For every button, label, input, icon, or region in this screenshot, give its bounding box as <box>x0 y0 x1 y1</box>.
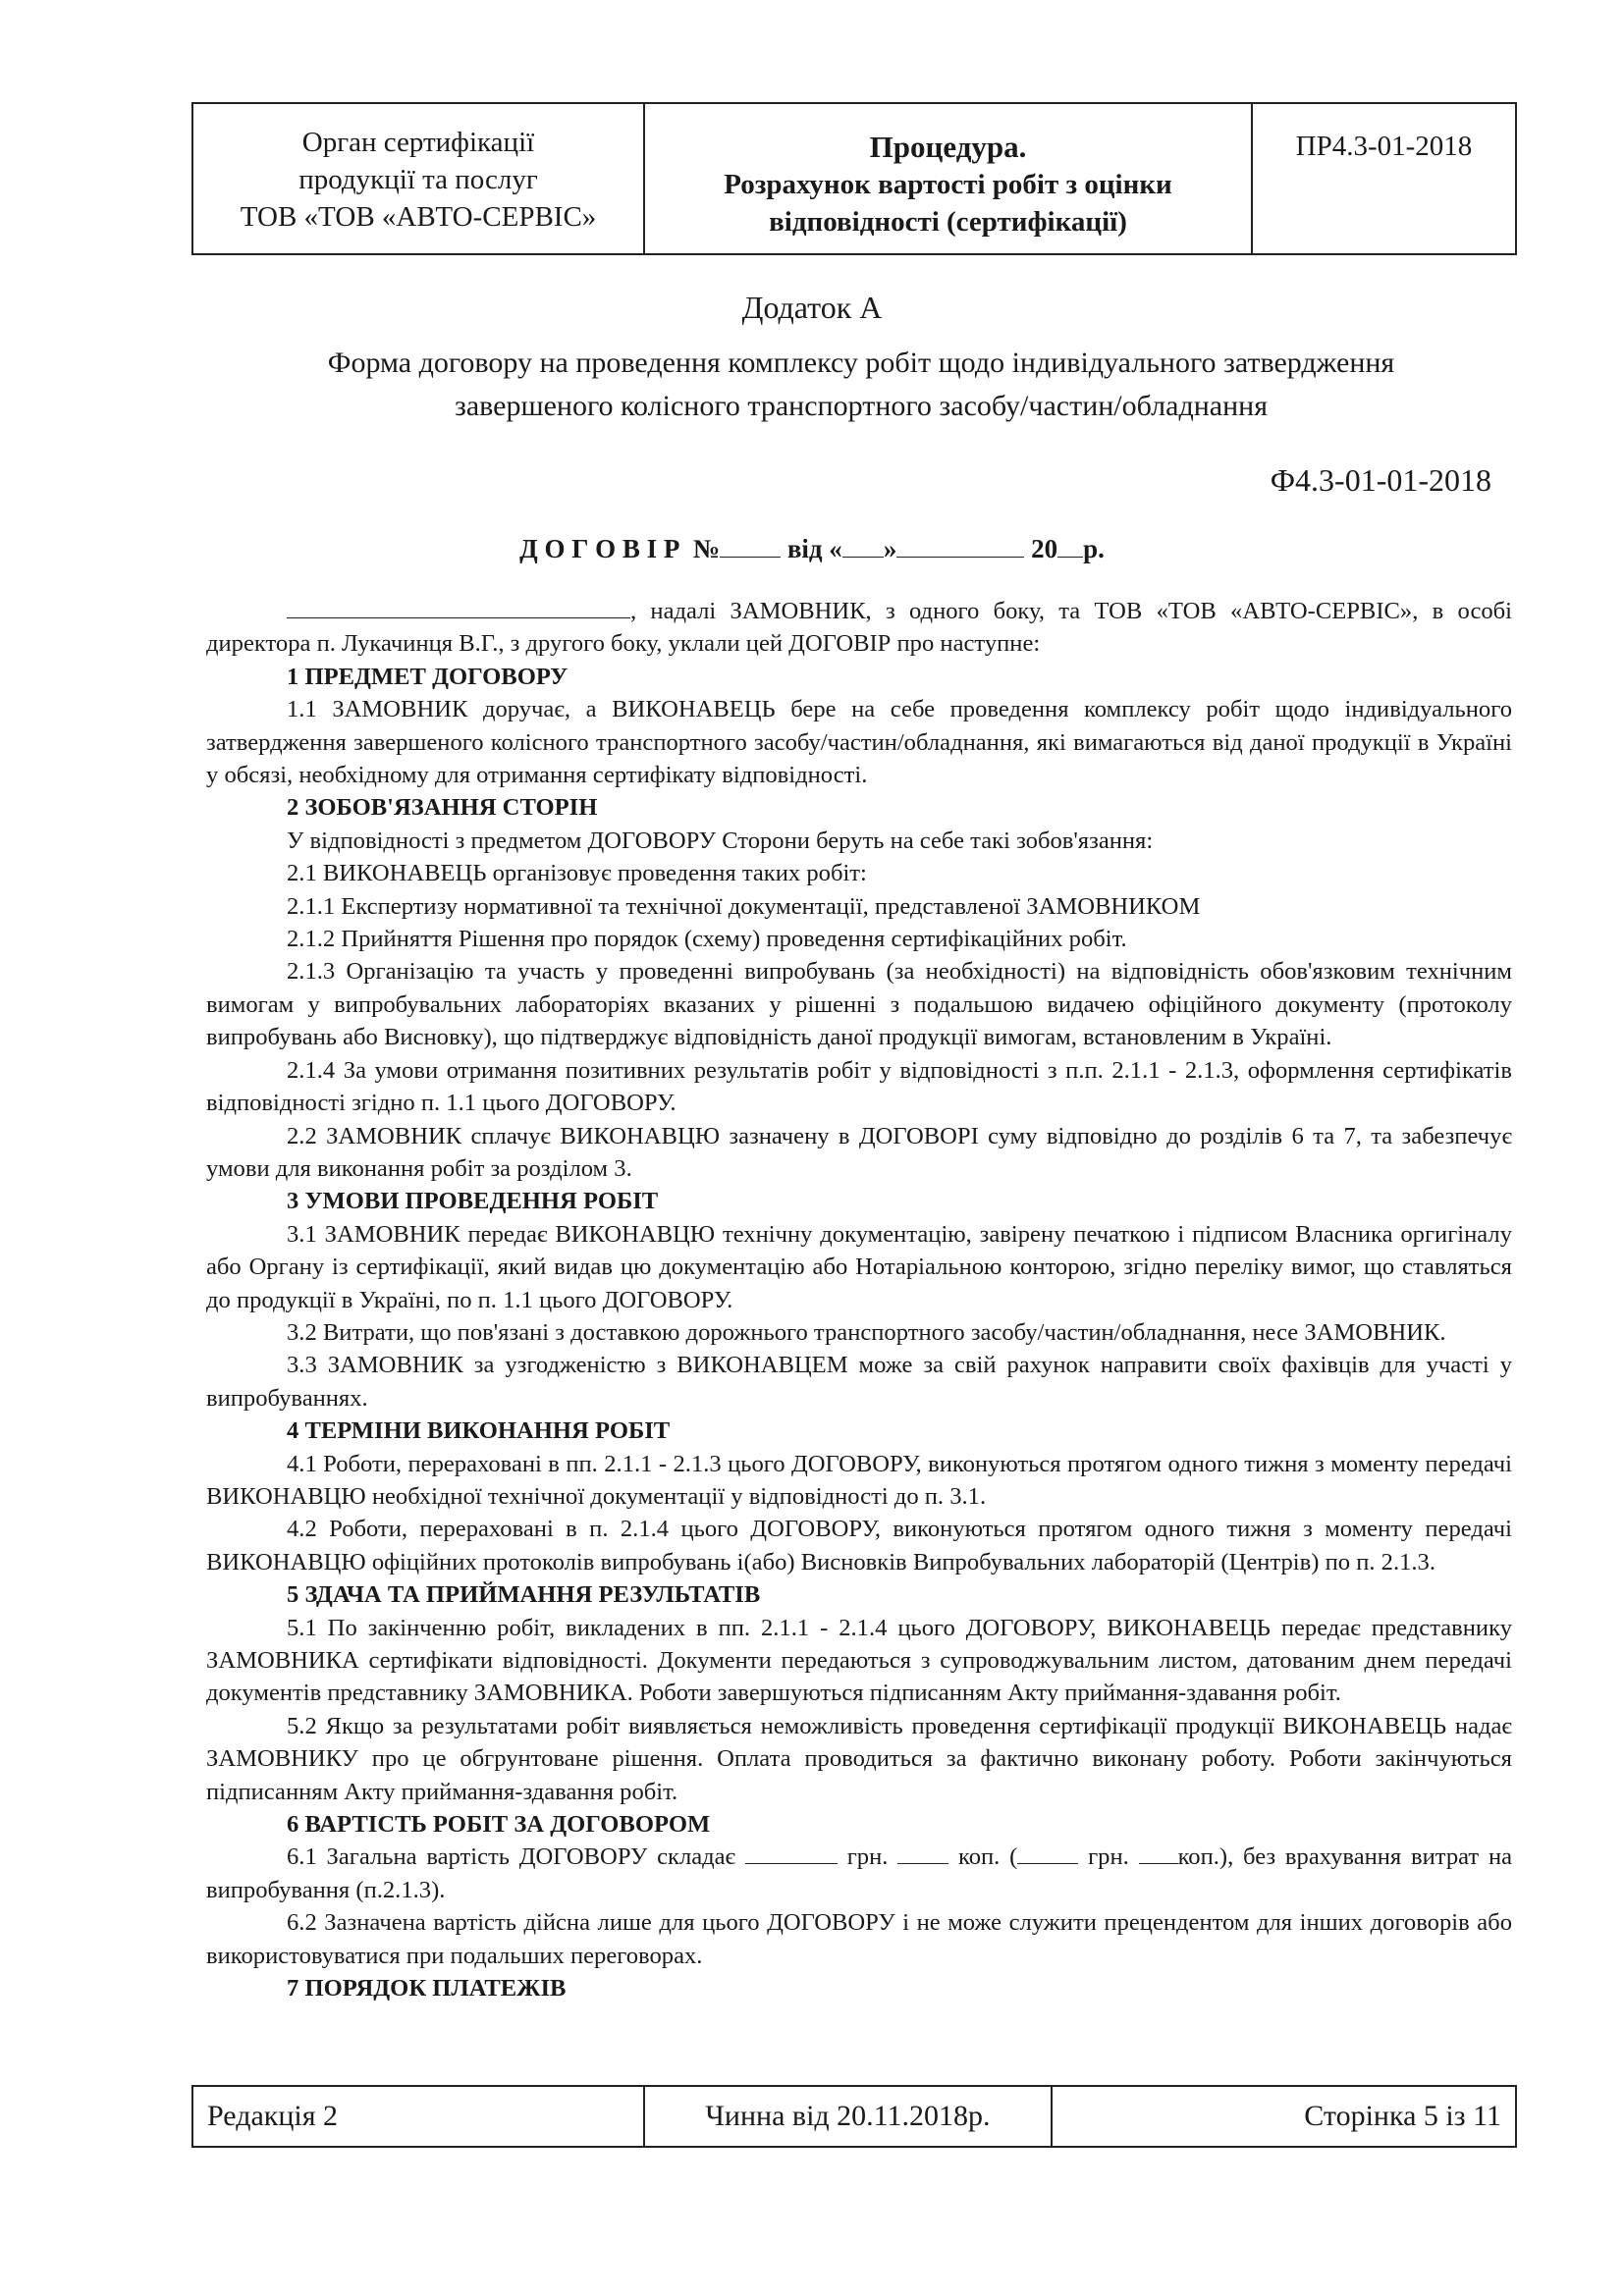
paragraph-2-1-3: 2.1.3 Організацію та участь у проведенні випробувань (за необхідності) на відповідність обов'язковим технічним вимогам у випробувальних лабораторіях вказаних у рішенні з подальшою видачею офіційного документу (протоколу випробувань або Висновку), що підтверджує відповідність даної продукції вимогам, встановленим в Україні. <box>206 958 1512 1051</box>
form-title-line: завершеного колісного транспортного засобу/частин/обладнання <box>455 390 1268 422</box>
footer-edition: Редакція 2 <box>193 2087 645 2146</box>
paragraph-1-1: 1.1 ЗАМОВНИК доручає, а ВИКОНАВЕЦЬ бере на себе проведення комплексу робіт щодо індивідуального затвердження завершеного колісного транспортного засобу/частин/обладнання, які вимагаються від даної продукції в Україні у обсязі, необхідному для отримання сертифікату відповідності. <box>206 696 1512 789</box>
footer-valid-from: Чинна від 20.11.2018р. <box>645 2087 1053 2146</box>
section-4-title: 4 ТЕРМІНИ ВИКОНАННЯ РОБІТ <box>287 1417 671 1445</box>
section-5-title: 5 ЗДАЧА ТА ПРИЙМАННЯ РЕЗУЛЬТАТІВ <box>287 1581 761 1609</box>
header-org-line: Орган сертифікації <box>301 127 535 158</box>
section-7-title: 7 ПОРЯДОК ПЛАТЕЖІВ <box>287 1975 567 2002</box>
contract-month-blank <box>896 535 1024 558</box>
section-3-title: 3 УМОВИ ПРОВЕДЕННЯ РОБІТ <box>287 1188 659 1215</box>
section-1-title: 1 ПРЕДМЕТ ДОГОВОРУ <box>287 663 568 690</box>
paragraph-5-2: 5.2 Якщо за результатами робіт виявляється неможливість проведення сертифікації продукції ВИКОНАВЕЦЬ надає ЗАМОВНИКУ про це обгрунтоване рішення. Оплата проводиться за фактично виконану роботу. Роботи закінчуються підписанням Акту приймання-здавання робіт. <box>206 1712 1512 1805</box>
paragraph-2-0: У відповідності з предметом ДОГОВОРУ Сторони беруть на себе такі зобов'язання: <box>287 827 1154 854</box>
header-org-line: продукції та послуг <box>298 164 538 195</box>
paragraph-2-1-1: 2.1.1 Експертизу нормативної та технічної документації, представленої ЗАМОВНИКОМ <box>287 892 1201 920</box>
paragraph-3-2: 3.2 Витрати, що пов'язані з доставкою дорожнього транспортного засобу/частин/обладнання, несе ЗАМОВНИК. <box>287 1318 1446 1346</box>
paragraph-2-1-4: 2.1.4 За умови отримання позитивних результатів робіт у відповідності з п.п. 2.1.1 - 2.1.3, оформлення сертифікатів відповідності згідно п. 1.1 цього ДОГОВОРУ. <box>206 1056 1512 1117</box>
price-kop-blank <box>897 1842 948 1864</box>
header-procedure-line: Розрахунок вартості робіт з оцінки <box>724 169 1172 200</box>
contract-word: Д О Г О В І Р № <box>519 534 721 563</box>
form-code: Ф4.3-01-01-2018 <box>1270 462 1491 498</box>
header-procedure-title: Процедура. <box>869 130 1027 164</box>
paragraph-2-2: 2.2 ЗАМОВНИК сплачує ВИКОНАВЦЮ зазначену в ДОГОВОРІ суму відповідно до розділів 6 та 7, та забезпечує умови для виконання робіт за розділом 3. <box>206 1122 1512 1182</box>
price-uah-blank <box>745 1842 838 1864</box>
section-6-title: 6 ВАРТІСТЬ РОБІТ ЗА ДОГОВОРОМ <box>287 1811 711 1839</box>
form-title <box>196 342 1526 428</box>
intro-paragraph: , надалі ЗАМОВНИК, з одного боку, та ТОВ «ТОВ «АВТО-СЕРВІС», в особі директора п. Лукачинця В.Г., з другого боку, уклали цей ДОГОВІР про наступне: <box>206 598 1512 658</box>
contract-year-suffix: р. <box>1083 534 1105 563</box>
document-header-table <box>191 102 1517 255</box>
paragraph-6-2: 6.2 Зазначена вартість дійсна лише для цього ДОГОВОРУ і не може служити прецендентом для інших договорів або використовуватися при подальших переговорах. <box>206 1909 1512 1969</box>
header-organization <box>193 104 645 253</box>
contract-year: 20 <box>1031 534 1058 563</box>
paragraph-2-1-2: 2.1.2 Прийняття Рішення про порядок (схему) проведення сертифікаційних робіт. <box>287 926 1127 953</box>
paragraph-4-2: 4.2 Роботи, перераховані в п. 2.1.4 цього ДОГОВОРУ, виконуються протягом одного тижня з моменту передачі ВИКОНАВЦЮ офіційних протоколів випробувань і(або) Висновків Випробувальних лабораторій (Центрів) по п. 2.1.3. <box>206 1516 1512 1575</box>
contract-body <box>206 595 1512 2004</box>
paragraph-3-3: 3.3 ЗАМОВНИК за узгодженістю з ВИКОНАВЦЕМ може за свій рахунок направити своїх фахівців для участі у випробуваннях. <box>206 1352 1512 1412</box>
header-document-code: ПР4.3-01-2018 <box>1295 131 1473 162</box>
paragraph-5-1: 5.1 По закінченню робіт, викладених в пп. 2.1.1 - 2.1.4 цього ДОГОВОРУ, ВИКОНАВЕЦЬ передає представнику ЗАМОВНИКА сертифікати відповідності. Документи передаються з супроводжувальним листом, датованим днем передачі документів представнику ЗАМОВНИКА. Роботи завершуються підписанням Акту приймання-здавання робіт. <box>206 1614 1512 1707</box>
contract-number-blank <box>720 535 781 558</box>
contract-day-blank <box>842 535 884 558</box>
footer-page-number: Сторінка 5 із 11 <box>1304 2100 1501 2132</box>
form-title-line: Форма договору на проведення комплексу робіт щодо індивідуального затвердження <box>327 347 1395 379</box>
appendix-label: Додаток А <box>741 290 883 325</box>
contract-from: від « <box>786 534 842 563</box>
paragraph-3-1: 3.1 ЗАМОВНИК передає ВИКОНАВЦЮ технічну документацію, завірену печаткою і підписом Власника оргигіналу або Органу із сертифікації, який видав цю документацію або Нотаріальною конторою, згідно переліку вимог, що ставляться до продукції в Україні, по п. 1.1 цього ДОГОВОРУ. <box>206 1220 1512 1313</box>
paragraph-2-1: 2.1 ВИКОНАВЕЦЬ організовує проведення таких робіт: <box>287 860 867 887</box>
price-words-kop-blank <box>1139 1842 1178 1864</box>
price-words-uah-blank <box>1017 1842 1078 1864</box>
contract-close-quote: » <box>883 534 897 563</box>
contract-year-blank <box>1057 535 1083 558</box>
header-org-line: ТОВ «ТОВ «АВТО-СЕРВІС» <box>240 201 597 233</box>
header-procedure <box>645 104 1253 253</box>
customer-name-blank <box>287 596 630 618</box>
paragraph-6-1: 6.1 Загальна вартість ДОГОВОРУ складає грн. коп. ( грн. коп.), без врахування витрат на випробування (п.2.1.3). <box>206 1843 1513 1903</box>
section-2-title: 2 ЗОБОВ'ЯЗАННЯ СТОРІН <box>287 794 598 822</box>
paragraph-4-1: 4.1 Роботи, перераховані в пп. 2.1.1 - 2.1.3 цього ДОГОВОРУ, виконуються протягом одного тижня з моменту передачі ВИКОНАВЦЮ необхідної технічної документації у відповідності до п. 3.1. <box>206 1450 1512 1510</box>
header-procedure-line: відповідності (сертифікації) <box>769 206 1127 238</box>
contract-title <box>0 534 1624 564</box>
document-footer-table <box>191 2085 1517 2148</box>
